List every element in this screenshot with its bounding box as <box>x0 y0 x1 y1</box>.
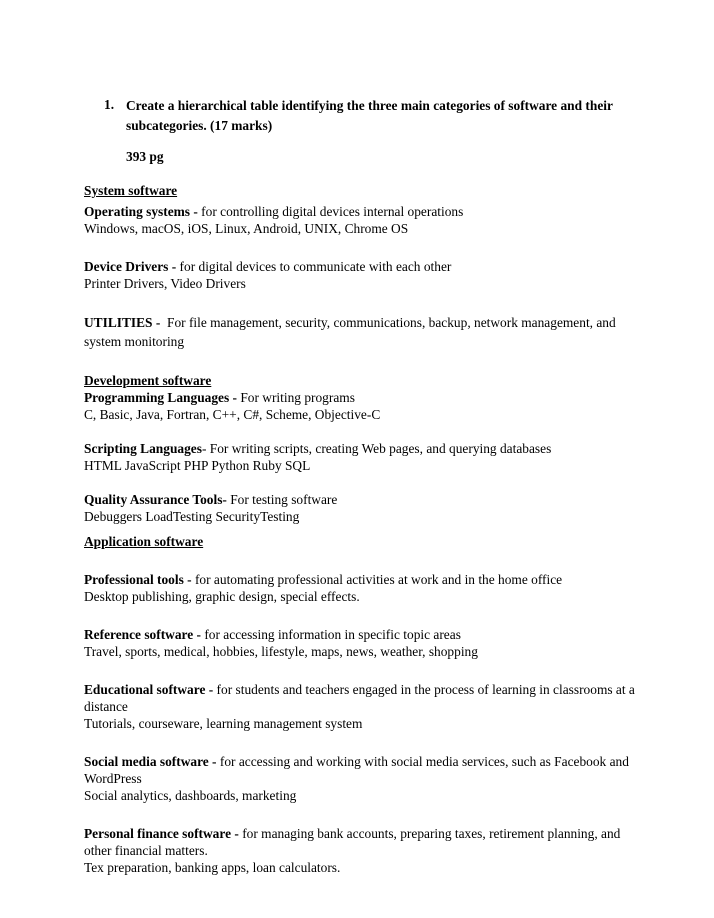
item-description: - For writing scripts, creating Web pages, and querying databases <box>201 441 552 456</box>
section-heading-system-software: System software <box>84 183 178 198</box>
item-examples: Tex preparation, banking apps, loan calculators. <box>84 860 341 875</box>
item-quality-assurance-tools <box>84 491 644 508</box>
item-description: for controlling digital devices internal operations <box>197 204 464 219</box>
item-title: Professional tools - <box>84 572 192 587</box>
item-description: For file management, security, communications, backup, network management, and system monitoring <box>84 315 620 349</box>
item-professional-tools <box>84 571 644 588</box>
item-examples: Desktop publishing, graphic design, special effects. <box>84 589 360 604</box>
item-title: Quality Assurance Tools- <box>84 492 227 507</box>
item-social-media-software <box>84 753 644 787</box>
item-device-drivers <box>84 258 644 275</box>
item-title: Device Drivers - <box>84 259 177 274</box>
item-reference-software <box>84 626 644 643</box>
item-examples: Social analytics, dashboards, marketing <box>84 788 297 803</box>
item-educational-software <box>84 681 644 715</box>
item-description: for managing bank accounts, preparing taxes, retirement planning, and other financial matters. <box>84 826 621 858</box>
item-scripting-languages <box>84 440 644 457</box>
item-personal-finance-software <box>84 825 644 859</box>
question-block <box>104 96 644 136</box>
question-number: 1. <box>104 97 115 112</box>
item-title: Personal finance software - <box>84 826 239 841</box>
section-heading-development-software: Development software <box>84 373 212 388</box>
item-title: Educational software - <box>84 682 214 697</box>
item-examples: Tutorials, courseware, learning management system <box>84 716 363 731</box>
item-description: for automating professional activities at work and in the home office <box>191 572 563 587</box>
item-title: Scripting Languages <box>84 441 202 456</box>
item-title: Reference software - <box>84 627 201 642</box>
item-examples: C, Basic, Java, Fortran, C++, C#, Scheme, Objective-C <box>84 407 381 422</box>
item-examples: Printer Drivers, Video Drivers <box>84 276 246 291</box>
item-description: for accessing information in specific topic areas <box>201 627 461 642</box>
item-description: for students and teachers engaged in the process of learning in classrooms at a distance <box>84 682 635 714</box>
item-examples: HTML JavaScript PHP Python Ruby SQL <box>84 458 311 473</box>
item-utilities <box>84 313 644 351</box>
item-description: for accessing and working with social media services, such as Facebook and WordPress <box>84 754 629 786</box>
item-description: for digital devices to communicate with each other <box>176 259 452 274</box>
page-reference: 393 pg <box>126 149 164 164</box>
item-description: For writing programs <box>237 390 355 405</box>
question-text: Create a hierarchical table identifying the three main categories of software and their subcategories. (17 marks) <box>126 98 613 133</box>
answer-content <box>84 182 644 876</box>
item-description: For testing software <box>226 492 338 507</box>
item-examples: Travel, sports, medical, hobbies, lifestyle, maps, news, weather, shopping <box>84 644 478 659</box>
item-title: UTILITIES - <box>84 315 161 330</box>
item-title: Programming Languages - <box>84 390 237 405</box>
item-examples: Windows, macOS, iOS, Linux, Android, UNIX, Chrome OS <box>84 221 409 236</box>
item-programming-languages <box>84 389 644 406</box>
item-title: Operating systems - <box>84 204 198 219</box>
item-operating-systems <box>84 203 644 220</box>
item-examples: Debuggers LoadTesting SecurityTesting <box>84 509 300 524</box>
item-title: Social media software - <box>84 754 217 769</box>
section-heading-application-software: Application software <box>84 534 204 549</box>
